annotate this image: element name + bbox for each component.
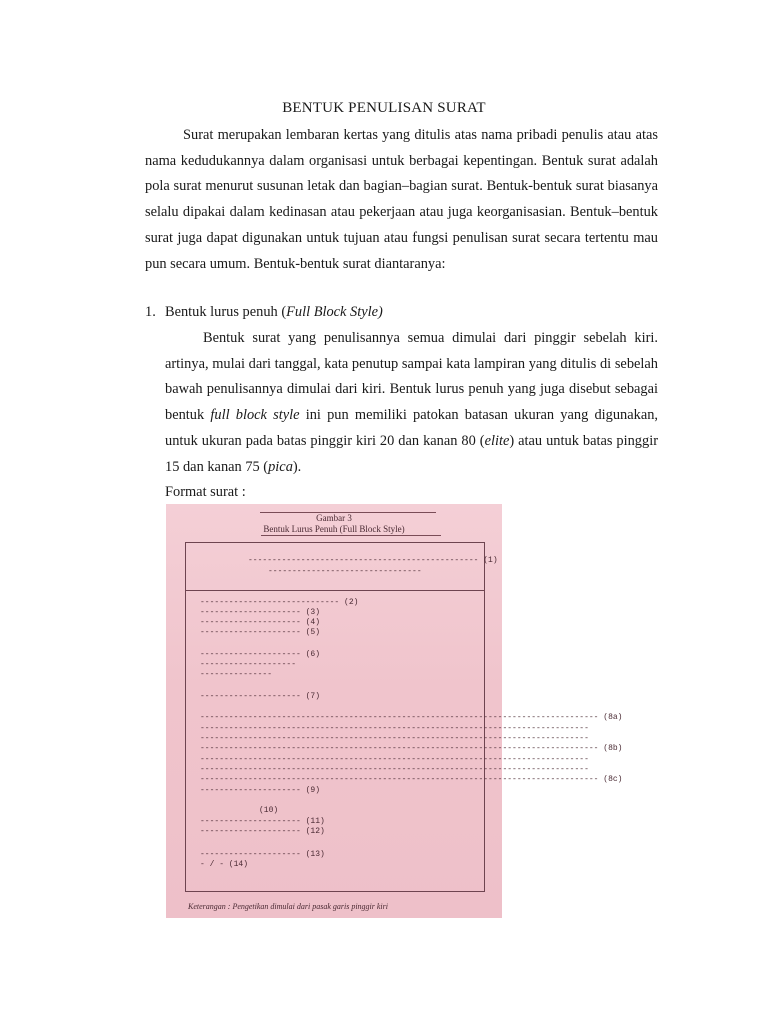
letterhead-divider <box>185 590 485 591</box>
signer-title-line: --------------------- (12) <box>200 827 325 836</box>
letter-format-figure <box>166 504 623 918</box>
desc-text-1: Bentuk surat yang penulisannya semua dimulai dari pinggir sebelah kiri. artinya, mulai dari tanggal, kata penutup sampai kata lampiran yang ditulis di sebelah bawah penulisannya dimulai dari kiri. Bentuk lurus penuh yang juga disebut sebagai bentuk <box>165 330 658 424</box>
figure-caption-underline <box>261 535 441 536</box>
list-item-italic: Full Block Style) <box>286 304 383 320</box>
initials-line: - / - (14) <box>200 860 249 869</box>
address-line-3: --------------- <box>200 670 273 679</box>
letterhead-line-2: -------------------------------- <box>268 567 422 576</box>
body-paragraph-line-1: ----------------------------------------------------------------------------------- (8b) <box>200 744 623 753</box>
attachment-line: --------------------- (4) <box>200 618 321 627</box>
intro-paragraph: Surat merupakan lembaran kertas yang ditulis atas nama pribadi penulis atau atas nama kedudukannya dalam organisasi untuk berbagai kepentingan. Bentuk surat adalah pola surat menurut susunan letak dan bagian–bagian surat. Bentuk-bentuk surat biasanya selalu dipakai dalam kedinasan atau pekerjaan atau juga keorganisasian. Bentuk–bentuk surat juga dapat digunakan untuk tujuan atau fungsi penulisan surat secara tertentu mau pun secara umum. Bentuk-bentuk surat diantaranya: <box>145 127 658 272</box>
full-block-description <box>165 326 658 480</box>
list-item-text: Bentuk lurus penuh ( <box>165 304 287 320</box>
signer-name-line: --------------------- (11) <box>200 817 325 826</box>
salutation-line: --------------------- (7) <box>200 692 321 701</box>
desc-italic-2: elite <box>484 432 510 449</box>
list-number: 1. <box>145 304 156 320</box>
opening-paragraph-line-2: --------------------------------------------------------------------------------- <box>200 724 589 733</box>
desc-italic-3: pica <box>268 458 293 475</box>
closing-paragraph-line: ----------------------------------------------------------------------------------- (8c) <box>200 775 623 784</box>
letterhead-line-1: ------------------------------------------------ (1) <box>248 556 498 565</box>
desc-italic-1: full block style <box>210 407 300 424</box>
body-paragraph-line-3: --------------------------------------------------------------------------------- <box>200 765 589 774</box>
opening-paragraph-line-3: --------------------------------------------------------------------------------- <box>200 734 589 743</box>
desc-text-4: ). <box>292 458 302 475</box>
copy-line: --------------------- (13) <box>200 850 325 859</box>
address-line-2: -------------------- <box>200 660 297 669</box>
address-line-1: --------------------- (6) <box>200 650 321 659</box>
desc-text-3: ) atau untuk batas pinggir 15 dan kanan 75 ( <box>165 432 658 475</box>
number-line: --------------------- (3) <box>200 608 321 617</box>
body-paragraph-line-2: --------------------------------------------------------------------------------- <box>200 755 589 764</box>
date-line: ----------------------------- (2) <box>200 598 359 607</box>
format-label: Format surat : <box>165 484 246 500</box>
signature-marker: (10) <box>259 806 279 815</box>
complimentary-close-line: --------------------- (9) <box>200 786 321 795</box>
figure-caption-title: Bentuk Lurus Penuh (Full Block Style) <box>263 524 405 534</box>
figure-note: Keterangan : Pengetikan dimulai dari pasak garis pinggir kiri <box>188 902 388 911</box>
desc-text-2: ini pun memiliki patokan batasan ukuran yang digunakan, untuk ukuran pada batas pinggir kiri 20 dan kanan 80 ( <box>165 407 659 449</box>
opening-paragraph-line-1: ----------------------------------------------------------------------------------- (8a) <box>200 713 623 722</box>
figure-caption-number: Gambar 3 <box>316 513 352 523</box>
subject-line: --------------------- (5) <box>200 628 321 637</box>
list-item-full-block <box>145 300 383 326</box>
page-title: BENTUK PENULISAN SURAT <box>282 100 486 116</box>
